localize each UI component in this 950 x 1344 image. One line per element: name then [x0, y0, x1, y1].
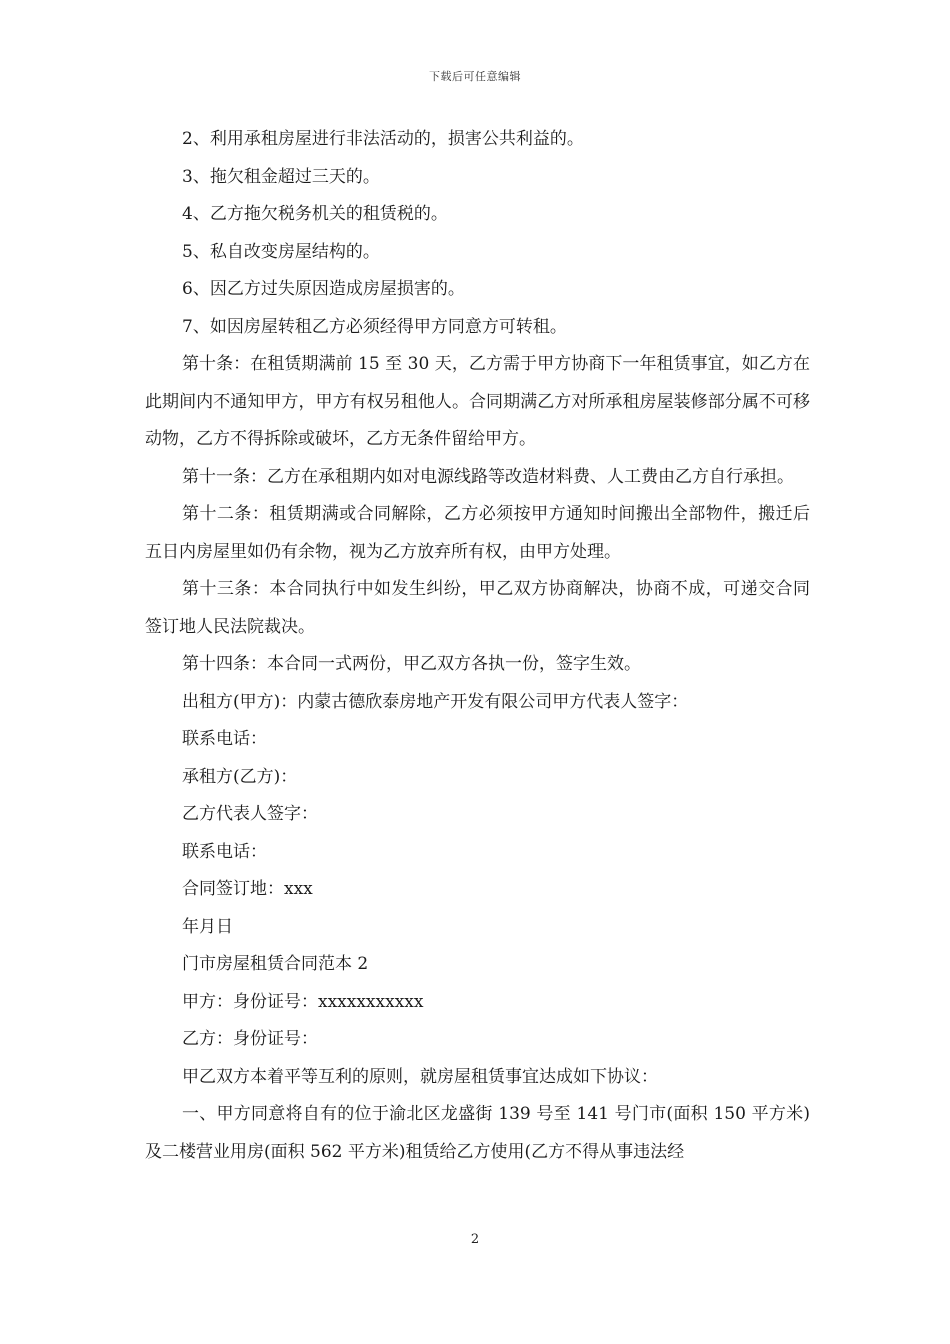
- template-title: 门市房屋租赁合同范本 2: [182, 954, 369, 974]
- page-header: 下载后可任意编辑: [429, 70, 521, 83]
- clause-item-6: 6、因乙方过失原因造成房屋损害的。: [182, 279, 465, 299]
- clause-item-5: 5、私自改变房屋结构的。: [182, 241, 380, 262]
- lessee-phone: 联系电话：: [182, 841, 267, 862]
- page-number: 2: [470, 1232, 480, 1247]
- party-a-id: 甲方：身份证号：xxxxxxxxxxx: [182, 991, 424, 1012]
- agreement-intro: 甲乙双方本着平等互利的原则，就房屋租赁事宜达成如下协议：: [182, 1066, 658, 1087]
- clause-item-3: 3、拖欠租金超过三天的。: [182, 166, 380, 187]
- article-11: 第十一条：乙方在承租期内如对电源线路等改造材料费、人工费由乙方自行承担。: [182, 466, 794, 487]
- party-b-id: 乙方：身份证号：: [182, 1029, 318, 1049]
- signing-place: 合同签订地：xxx: [182, 879, 313, 899]
- lessor-line: 出租方(甲方)：内蒙古德欣泰房地产开发有限公司甲方代表人签字：: [182, 691, 689, 712]
- article-14: 第十四条：本合同一式两份，甲乙双方各执一份，签字生效。: [182, 654, 641, 674]
- lessee-line: 承租方(乙方)：: [182, 766, 298, 787]
- clause-item-4: 4、乙方拖欠税务机关的租赁税的。: [182, 204, 448, 224]
- article-12: 第十二条：租赁期满或合同解除，乙方必须按甲方通知时间搬出全部物件，搬迁后五日内房屋里如仍有余物，视为乙方放弃所有权，由甲方处理。: [145, 504, 810, 562]
- article-1: 一、甲方同意将自有的位于渝北区龙盛街 139 号至 141 号门市(面积 150 平方米)及二楼营业用房(面积 562 平方米)租赁给乙方使用(乙方不得从事违法经: [145, 1104, 810, 1162]
- lessee-representative: 乙方代表人签字：: [182, 804, 318, 824]
- signing-date: 年月日: [182, 916, 233, 937]
- document-body: [145, 121, 810, 1171]
- lessor-phone: 联系电话：: [182, 729, 267, 749]
- clause-item-2: 2、利用承租房屋进行非法活动的，损害公共利益的。: [182, 129, 584, 149]
- article-13: 第十三条：本合同执行中如发生纠纷，甲乙双方协商解决，协商不成，可递交合同签订地人民法院裁决。: [145, 579, 810, 637]
- clause-item-7: 7、如因房屋转租乙方必须经得甲方同意方可转租。: [182, 316, 567, 337]
- article-10: 第十条：在租赁期满前 15 至 30 天，乙方需于甲方协商下一年租赁事宜，如乙方在此期间内不通知甲方，甲方有权另租他人。合同期满乙方对所承租房屋装修部分属不可移动物，乙方不得拆除或破坏，乙方无条件留给甲方。: [145, 354, 810, 449]
